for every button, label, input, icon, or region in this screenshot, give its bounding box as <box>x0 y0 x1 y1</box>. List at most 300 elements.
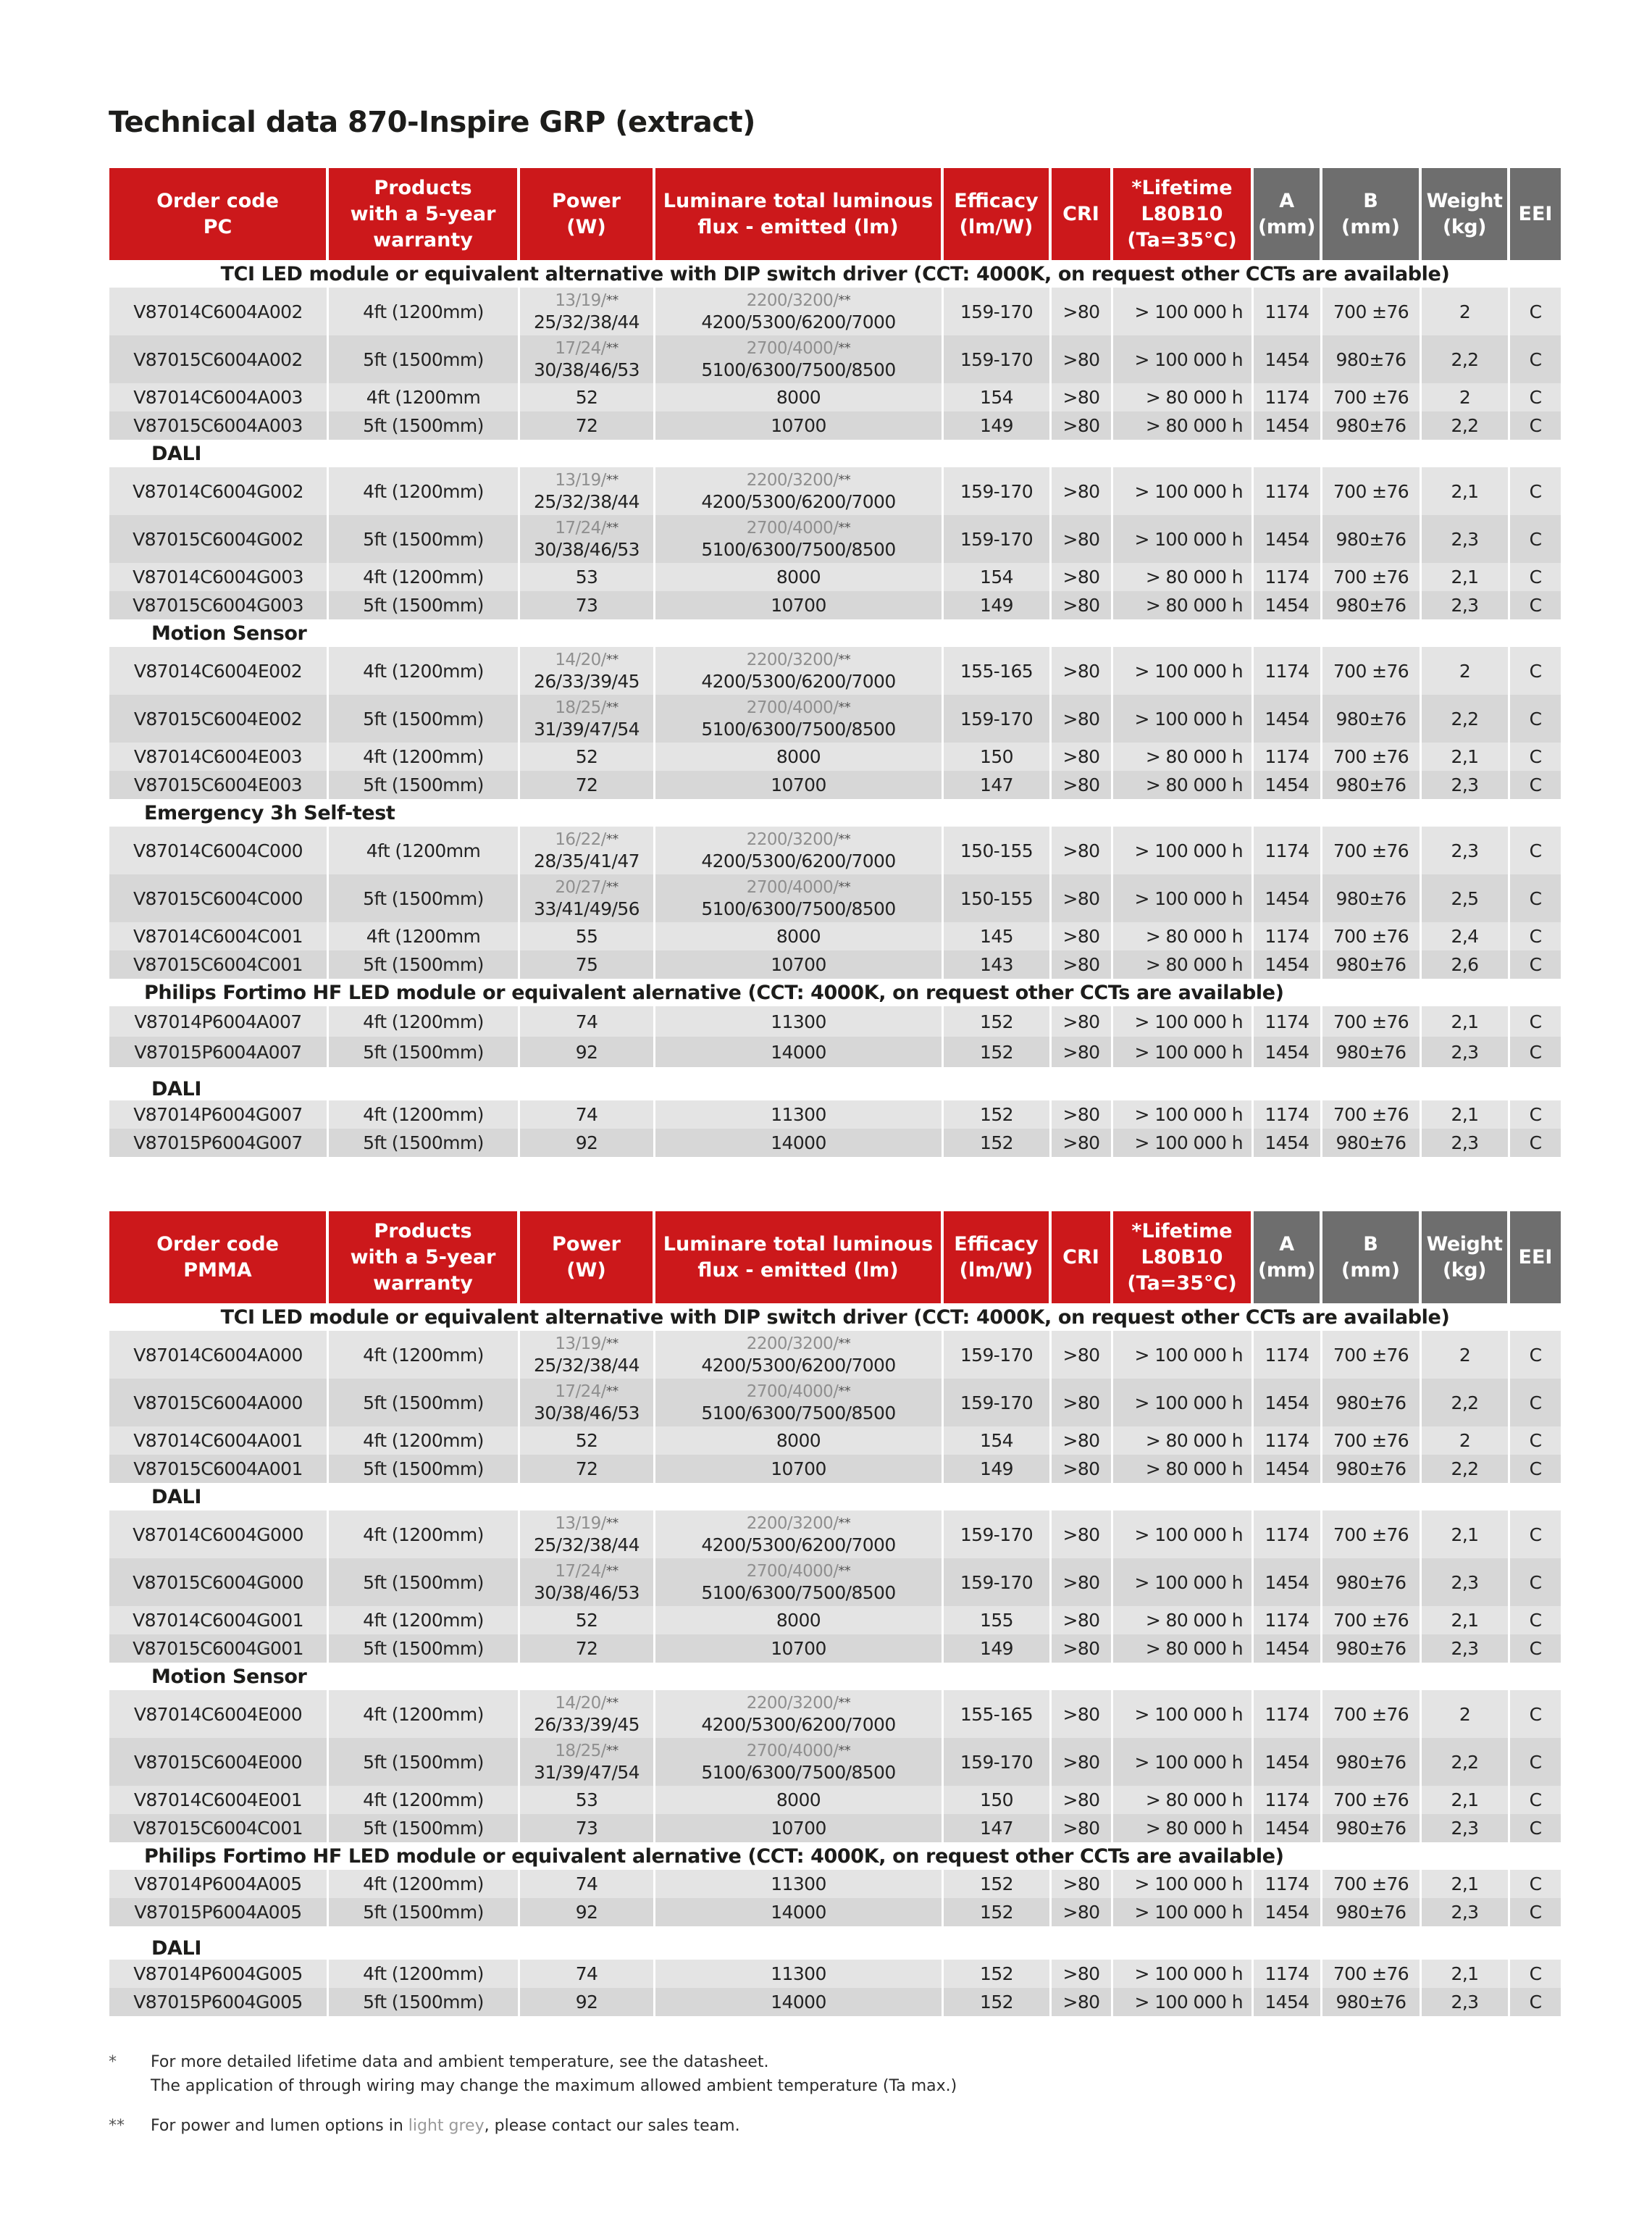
cell-a: 1454 <box>1254 411 1322 440</box>
cell-flux: 10700 <box>655 1634 944 1663</box>
cell-efficacy: 149 <box>944 411 1052 440</box>
cell-lifetime: > 80 000 h <box>1113 1786 1254 1814</box>
footnote-mark: * <box>109 2053 117 2071</box>
cell-b: 980±76 <box>1322 1379 1422 1426</box>
cell-b: 700 ±76 <box>1322 1331 1422 1379</box>
cell-eei: C <box>1510 335 1561 383</box>
section-label: Emergency 3h Self-test <box>109 799 1561 827</box>
cell-weight: 2,2 <box>1422 335 1510 383</box>
cell-flux <box>655 827 944 874</box>
cell-product: 4ft (1200mm <box>329 827 520 874</box>
flux-options <box>655 697 942 740</box>
cell-weight: 2 <box>1422 647 1510 695</box>
table-row <box>109 1510 1561 1558</box>
power-options <box>520 829 653 872</box>
cell-product: 4ft (1200mm) <box>329 1606 520 1634</box>
cell-b: 980±76 <box>1322 515 1422 563</box>
cell-b: 700 ±76 <box>1322 647 1422 695</box>
power-grey-values: 13/19/ <box>555 1334 606 1353</box>
power-grey-values: 17/24/ <box>555 1562 606 1581</box>
table-header-row <box>109 168 1561 260</box>
header-weight: Weight (kg) <box>1422 168 1510 260</box>
cell-power <box>520 1331 655 1379</box>
cell-flux: 11300 <box>655 1100 944 1129</box>
cell-cri: >80 <box>1052 1426 1113 1455</box>
header-power: Power (W) <box>520 168 655 260</box>
power-grey-options <box>555 649 618 671</box>
flux-options <box>655 290 942 333</box>
cell-product: 5ft (1500mm) <box>329 695 520 743</box>
cell-order-code: V87015C6004G001 <box>109 1634 329 1663</box>
cell-lifetime: > 100 000 h <box>1113 695 1254 743</box>
table-row <box>109 1426 1561 1455</box>
cell-flux: 10700 <box>655 771 944 799</box>
table-row <box>109 383 1561 411</box>
cell-power <box>520 335 655 383</box>
table-row <box>109 1738 1561 1786</box>
cell-b: 700 ±76 <box>1322 1690 1422 1738</box>
cell-cri: >80 <box>1052 1455 1113 1483</box>
flux-options <box>655 1740 942 1784</box>
cell-weight: 2,3 <box>1422 1037 1510 1067</box>
cell-a: 1174 <box>1254 1786 1322 1814</box>
cell-a: 1454 <box>1254 1988 1322 2016</box>
cell-lifetime: > 100 000 h <box>1113 647 1254 695</box>
cell-eei: C <box>1510 1426 1561 1455</box>
cell-a: 1174 <box>1254 1606 1322 1634</box>
cell-lifetime: > 100 000 h <box>1113 1988 1254 2016</box>
table-row <box>109 1606 1561 1634</box>
cell-order-code: V87015C6004A003 <box>109 411 329 440</box>
flux-options <box>655 1513 942 1556</box>
double-asterisk: ** <box>605 293 619 308</box>
cell-b: 980±76 <box>1322 1037 1422 1067</box>
cell-product: 5ft (1500mm) <box>329 515 520 563</box>
cell-eei: C <box>1510 1129 1561 1157</box>
cell-b: 980±76 <box>1322 335 1422 383</box>
cell-b: 700 ±76 <box>1322 1510 1422 1558</box>
cell-b: 700 ±76 <box>1322 922 1422 950</box>
table-body <box>109 260 1561 1157</box>
power-grey-options <box>555 469 618 491</box>
power-grey-options <box>555 338 618 359</box>
cell-b: 980±76 <box>1322 950 1422 979</box>
power-values: 33/41/49/56 <box>534 898 640 919</box>
flux-options <box>655 877 942 920</box>
section-label: Motion Sensor <box>109 1663 1561 1690</box>
flux-values: 4200/5300/6200/7000 <box>701 1714 896 1735</box>
section-row <box>109 1067 1561 1100</box>
cell-cri: >80 <box>1052 1510 1113 1558</box>
table-row <box>109 1558 1561 1606</box>
power-grey-options <box>555 877 618 898</box>
cell-a: 1174 <box>1254 288 1322 335</box>
cell-eei: C <box>1510 1988 1561 2016</box>
table-row <box>109 827 1561 874</box>
section-row <box>109 1926 1561 1960</box>
header-flux: Luminare total luminous flux - emitted (lm) <box>655 168 944 260</box>
cell-efficacy: 152 <box>944 1129 1052 1157</box>
cell-efficacy: 149 <box>944 1455 1052 1483</box>
double-asterisk: ** <box>838 652 851 667</box>
cell-efficacy: 159-170 <box>944 1558 1052 1606</box>
cell-flux: 14000 <box>655 1898 944 1926</box>
cell-order-code: V87015C6004E000 <box>109 1738 329 1786</box>
cell-flux: 14000 <box>655 1988 944 2016</box>
cell-weight: 2,1 <box>1422 467 1510 515</box>
cell-efficacy: 150-155 <box>944 874 1052 922</box>
cell-lifetime: > 80 000 h <box>1113 383 1254 411</box>
table-row <box>109 1870 1561 1898</box>
cell-order-code: V87014C6004A001 <box>109 1426 329 1455</box>
footnote-wiring <box>109 2077 957 2095</box>
power-options <box>520 469 653 513</box>
table-row <box>109 1379 1561 1426</box>
cell-b: 980±76 <box>1322 1988 1422 2016</box>
cell-eei: C <box>1510 1510 1561 1558</box>
flux-options <box>655 1333 942 1376</box>
flux-values: 4200/5300/6200/7000 <box>701 671 896 692</box>
table-row <box>109 288 1561 335</box>
cell-cri: >80 <box>1052 1870 1113 1898</box>
cell-eei: C <box>1510 563 1561 591</box>
cell-weight: 2,3 <box>1422 1898 1510 1926</box>
table-row <box>109 1634 1561 1663</box>
cell-power <box>520 1690 655 1738</box>
cell-flux <box>655 1558 944 1606</box>
cell-cri: >80 <box>1052 1331 1113 1379</box>
cell-lifetime: > 100 000 h <box>1113 515 1254 563</box>
cell-cri: >80 <box>1052 335 1113 383</box>
flux-grey-values: 2700/4000/ <box>746 519 839 538</box>
cell-product: 4ft (1200mm) <box>329 467 520 515</box>
power-options <box>520 1513 653 1556</box>
cell-a: 1454 <box>1254 1037 1322 1067</box>
cell-order-code: V87014P6004G007 <box>109 1100 329 1129</box>
power-options <box>520 1381 653 1424</box>
double-asterisk: ** <box>838 1695 851 1710</box>
cell-lifetime: > 100 000 h <box>1113 335 1254 383</box>
flux-grey-options <box>747 1381 850 1403</box>
power-options <box>520 649 653 693</box>
flux-values: 4200/5300/6200/7000 <box>701 1355 896 1376</box>
cell-efficacy: 147 <box>944 771 1052 799</box>
cell-order-code: V87014C6004G002 <box>109 467 329 515</box>
cell-cri: >80 <box>1052 1606 1113 1634</box>
cell-product: 4ft (1200mm) <box>329 1426 520 1455</box>
header-efficacy: Efficacy (lm/W) <box>944 168 1052 260</box>
cell-flux: 8000 <box>655 1606 944 1634</box>
cell-lifetime: > 80 000 h <box>1113 1634 1254 1663</box>
cell-weight: 2,2 <box>1422 1455 1510 1483</box>
cell-order-code: V87015C6004C001 <box>109 1814 329 1842</box>
power-grey-options <box>555 1333 618 1355</box>
power-values: 30/38/46/53 <box>534 539 640 560</box>
cell-eei: C <box>1510 411 1561 440</box>
section-row <box>109 1483 1561 1510</box>
cell-weight: 2,3 <box>1422 515 1510 563</box>
cell-weight: 2,6 <box>1422 950 1510 979</box>
cell-flux: 8000 <box>655 922 944 950</box>
section-label: DALI <box>109 1483 1561 1510</box>
double-asterisk: ** <box>838 1743 851 1758</box>
power-grey-values: 17/24/ <box>555 1382 606 1401</box>
cell-power: 92 <box>520 1988 655 2016</box>
table-row <box>109 1786 1561 1814</box>
cell-a: 1454 <box>1254 1558 1322 1606</box>
header-lifetime: *Lifetime L80B10 (Ta=35°C) <box>1113 168 1254 260</box>
power-grey-values: 14/20/ <box>555 651 606 669</box>
flux-values: 5100/6300/7500/8500 <box>701 359 896 380</box>
table-row <box>109 1960 1561 1988</box>
flux-grey-values: 2200/3200/ <box>746 830 839 849</box>
cell-power: 74 <box>520 1100 655 1129</box>
power-values: 30/38/46/53 <box>534 1403 640 1424</box>
flux-grey-options <box>747 1333 850 1355</box>
power-values: 25/32/38/44 <box>534 1534 640 1555</box>
flux-grey-options <box>747 338 850 359</box>
flux-values: 5100/6300/7500/8500 <box>701 898 896 919</box>
cell-order-code: V87015P6004A005 <box>109 1898 329 1926</box>
cell-efficacy: 149 <box>944 591 1052 619</box>
cell-lifetime: > 80 000 h <box>1113 563 1254 591</box>
table-row <box>109 922 1561 950</box>
cell-product: 4ft (1200mm) <box>329 1870 520 1898</box>
cell-flux: 10700 <box>655 411 944 440</box>
power-values: 25/32/38/44 <box>534 1355 640 1376</box>
cell-order-code: V87015C6004E003 <box>109 771 329 799</box>
double-asterisk: ** <box>605 652 619 667</box>
cell-power: 52 <box>520 1606 655 1634</box>
cell-efficacy: 154 <box>944 383 1052 411</box>
cell-order-code: V87015C6004A002 <box>109 335 329 383</box>
cell-order-code: V87015C6004G003 <box>109 591 329 619</box>
cell-flux: 10700 <box>655 950 944 979</box>
cell-cri: >80 <box>1052 467 1113 515</box>
footnote-light-grey <box>109 2117 740 2135</box>
cell-flux: 10700 <box>655 591 944 619</box>
cell-b: 700 ±76 <box>1322 1426 1422 1455</box>
cell-eei: C <box>1510 1786 1561 1814</box>
cell-b: 980±76 <box>1322 1898 1422 1926</box>
section-label: TCI LED module or equivalent alternative with DIP switch driver (CCT: 4000K, on request other CCTs are available) <box>109 1303 1561 1331</box>
cell-flux <box>655 515 944 563</box>
cell-power: 74 <box>520 1006 655 1037</box>
cell-flux: 8000 <box>655 563 944 591</box>
footnote-text: For more detailed lifetime data and ambient temperature, see the datasheet. <box>151 2053 769 2071</box>
header-a: A (mm) <box>1254 1211 1322 1303</box>
cell-weight: 2,1 <box>1422 1606 1510 1634</box>
table-row <box>109 515 1561 563</box>
section-row <box>109 1303 1561 1331</box>
cell-efficacy: 155 <box>944 1606 1052 1634</box>
cell-power: 73 <box>520 591 655 619</box>
cell-efficacy: 150-155 <box>944 827 1052 874</box>
power-grey-values: 20/27/ <box>555 878 606 897</box>
table-row <box>109 1037 1561 1067</box>
cell-lifetime: > 100 000 h <box>1113 1510 1254 1558</box>
power-values: 26/33/39/45 <box>534 671 640 692</box>
cell-eei: C <box>1510 1006 1561 1037</box>
cell-order-code: V87015C6004E002 <box>109 695 329 743</box>
cell-order-code: V87015C6004A001 <box>109 1455 329 1483</box>
cell-cri: >80 <box>1052 1634 1113 1663</box>
section-row <box>109 799 1561 827</box>
power-options <box>520 290 653 333</box>
cell-order-code: V87014C6004A000 <box>109 1331 329 1379</box>
cell-flux <box>655 695 944 743</box>
section-row <box>109 440 1561 467</box>
header-cri: CRI <box>1052 168 1113 260</box>
cell-weight: 2 <box>1422 1426 1510 1455</box>
flux-options <box>655 1692 942 1736</box>
cell-power <box>520 647 655 695</box>
cell-cri: >80 <box>1052 288 1113 335</box>
cell-cri: >80 <box>1052 515 1113 563</box>
cell-product: 4ft (1200mm) <box>329 1960 520 1988</box>
cell-a: 1454 <box>1254 771 1322 799</box>
cell-product: 4ft (1200mm <box>329 383 520 411</box>
cell-cri: >80 <box>1052 1960 1113 1988</box>
power-values: 31/39/47/54 <box>534 1762 640 1783</box>
flux-grey-options <box>747 877 850 898</box>
cell-efficacy: 152 <box>944 1988 1052 2016</box>
flux-options <box>655 1381 942 1424</box>
power-options <box>520 1333 653 1376</box>
cell-weight: 2,1 <box>1422 1510 1510 1558</box>
cell-cri: >80 <box>1052 695 1113 743</box>
cell-cri: >80 <box>1052 383 1113 411</box>
cell-power: 72 <box>520 1634 655 1663</box>
cell-power: 74 <box>520 1960 655 1988</box>
table-row <box>109 1331 1561 1379</box>
cell-cri: >80 <box>1052 950 1113 979</box>
power-values: 25/32/38/44 <box>534 491 640 512</box>
cell-efficacy: 159-170 <box>944 1331 1052 1379</box>
cell-power: 92 <box>520 1037 655 1067</box>
power-grey-options <box>555 1692 618 1714</box>
cell-b: 980±76 <box>1322 591 1422 619</box>
cell-power <box>520 874 655 922</box>
cell-lifetime: > 100 000 h <box>1113 1379 1254 1426</box>
flux-values: 5100/6300/7500/8500 <box>701 1582 896 1603</box>
header-b: B (mm) <box>1322 1211 1422 1303</box>
cell-eei: C <box>1510 383 1561 411</box>
cell-order-code: V87015C6004G002 <box>109 515 329 563</box>
table-row <box>109 743 1561 771</box>
table-row <box>109 1129 1561 1157</box>
cell-eei: C <box>1510 591 1561 619</box>
cell-eei: C <box>1510 515 1561 563</box>
cell-eei: C <box>1510 647 1561 695</box>
cell-order-code: V87014C6004G003 <box>109 563 329 591</box>
cell-a: 1454 <box>1254 591 1322 619</box>
cell-order-code: V87015P6004A007 <box>109 1037 329 1067</box>
power-grey-options <box>555 290 618 312</box>
double-asterisk: ** <box>605 1563 619 1579</box>
table-row <box>109 1690 1561 1738</box>
cell-b: 700 ±76 <box>1322 383 1422 411</box>
cell-power: 74 <box>520 1870 655 1898</box>
double-asterisk: ** <box>605 472 619 488</box>
cell-efficacy: 152 <box>944 1960 1052 1988</box>
power-grey-values: 16/22/ <box>555 830 606 849</box>
cell-cri: >80 <box>1052 771 1113 799</box>
cell-weight: 2,1 <box>1422 1960 1510 1988</box>
cell-weight: 2 <box>1422 1331 1510 1379</box>
cell-product: 4ft (1200mm) <box>329 1786 520 1814</box>
double-asterisk: ** <box>838 1336 851 1351</box>
cell-lifetime: > 100 000 h <box>1113 1129 1254 1157</box>
section-row <box>109 1663 1561 1690</box>
section-label: DALI <box>109 440 1561 467</box>
cell-a: 1454 <box>1254 1898 1322 1926</box>
cell-order-code: V87015P6004G005 <box>109 1988 329 2016</box>
cell-efficacy: 152 <box>944 1006 1052 1037</box>
double-asterisk: ** <box>838 340 851 356</box>
cell-power <box>520 1738 655 1786</box>
cell-b: 980±76 <box>1322 695 1422 743</box>
cell-a: 1174 <box>1254 1690 1322 1738</box>
cell-a: 1454 <box>1254 874 1322 922</box>
power-options <box>520 1740 653 1784</box>
cell-b: 700 ±76 <box>1322 1606 1422 1634</box>
cell-lifetime: > 100 000 h <box>1113 288 1254 335</box>
cell-power: 52 <box>520 743 655 771</box>
cell-product: 4ft (1200mm) <box>329 1331 520 1379</box>
cell-power: 75 <box>520 950 655 979</box>
cell-b: 980±76 <box>1322 874 1422 922</box>
cell-product: 5ft (1500mm) <box>329 1634 520 1663</box>
header-b: B (mm) <box>1322 168 1422 260</box>
cell-a: 1454 <box>1254 1129 1322 1157</box>
cell-order-code: V87014P6004A007 <box>109 1006 329 1037</box>
flux-options <box>655 829 942 872</box>
double-asterisk: ** <box>838 1516 851 1531</box>
cell-order-code: V87015P6004G007 <box>109 1129 329 1157</box>
cell-efficacy: 155-165 <box>944 1690 1052 1738</box>
table-row <box>109 563 1561 591</box>
section-label: Motion Sensor <box>109 619 1561 647</box>
cell-weight: 2,1 <box>1422 1100 1510 1129</box>
cell-power: 92 <box>520 1129 655 1157</box>
cell-efficacy: 150 <box>944 743 1052 771</box>
flux-grey-values: 2700/4000/ <box>746 698 839 717</box>
cell-flux: 10700 <box>655 1455 944 1483</box>
cell-order-code: V87014P6004A005 <box>109 1870 329 1898</box>
cell-cri: >80 <box>1052 1129 1113 1157</box>
cell-eei: C <box>1510 1634 1561 1663</box>
cell-lifetime: > 80 000 h <box>1113 1426 1254 1455</box>
cell-a: 1174 <box>1254 1426 1322 1455</box>
cell-product: 5ft (1500mm) <box>329 1129 520 1157</box>
cell-a: 1454 <box>1254 950 1322 979</box>
cell-b: 980±76 <box>1322 771 1422 799</box>
power-values: 28/35/41/47 <box>534 851 640 872</box>
cell-product: 4ft (1200mm) <box>329 1510 520 1558</box>
power-grey-options <box>555 1513 618 1534</box>
table-row <box>109 591 1561 619</box>
cell-efficacy: 159-170 <box>944 515 1052 563</box>
cell-eei: C <box>1510 288 1561 335</box>
section-row <box>109 1842 1561 1870</box>
power-grey-options <box>555 1740 618 1762</box>
cell-efficacy: 152 <box>944 1037 1052 1067</box>
cell-product: 4ft (1200mm) <box>329 288 520 335</box>
header-a: A (mm) <box>1254 168 1322 260</box>
cell-weight: 2,2 <box>1422 695 1510 743</box>
cell-weight: 2 <box>1422 1690 1510 1738</box>
